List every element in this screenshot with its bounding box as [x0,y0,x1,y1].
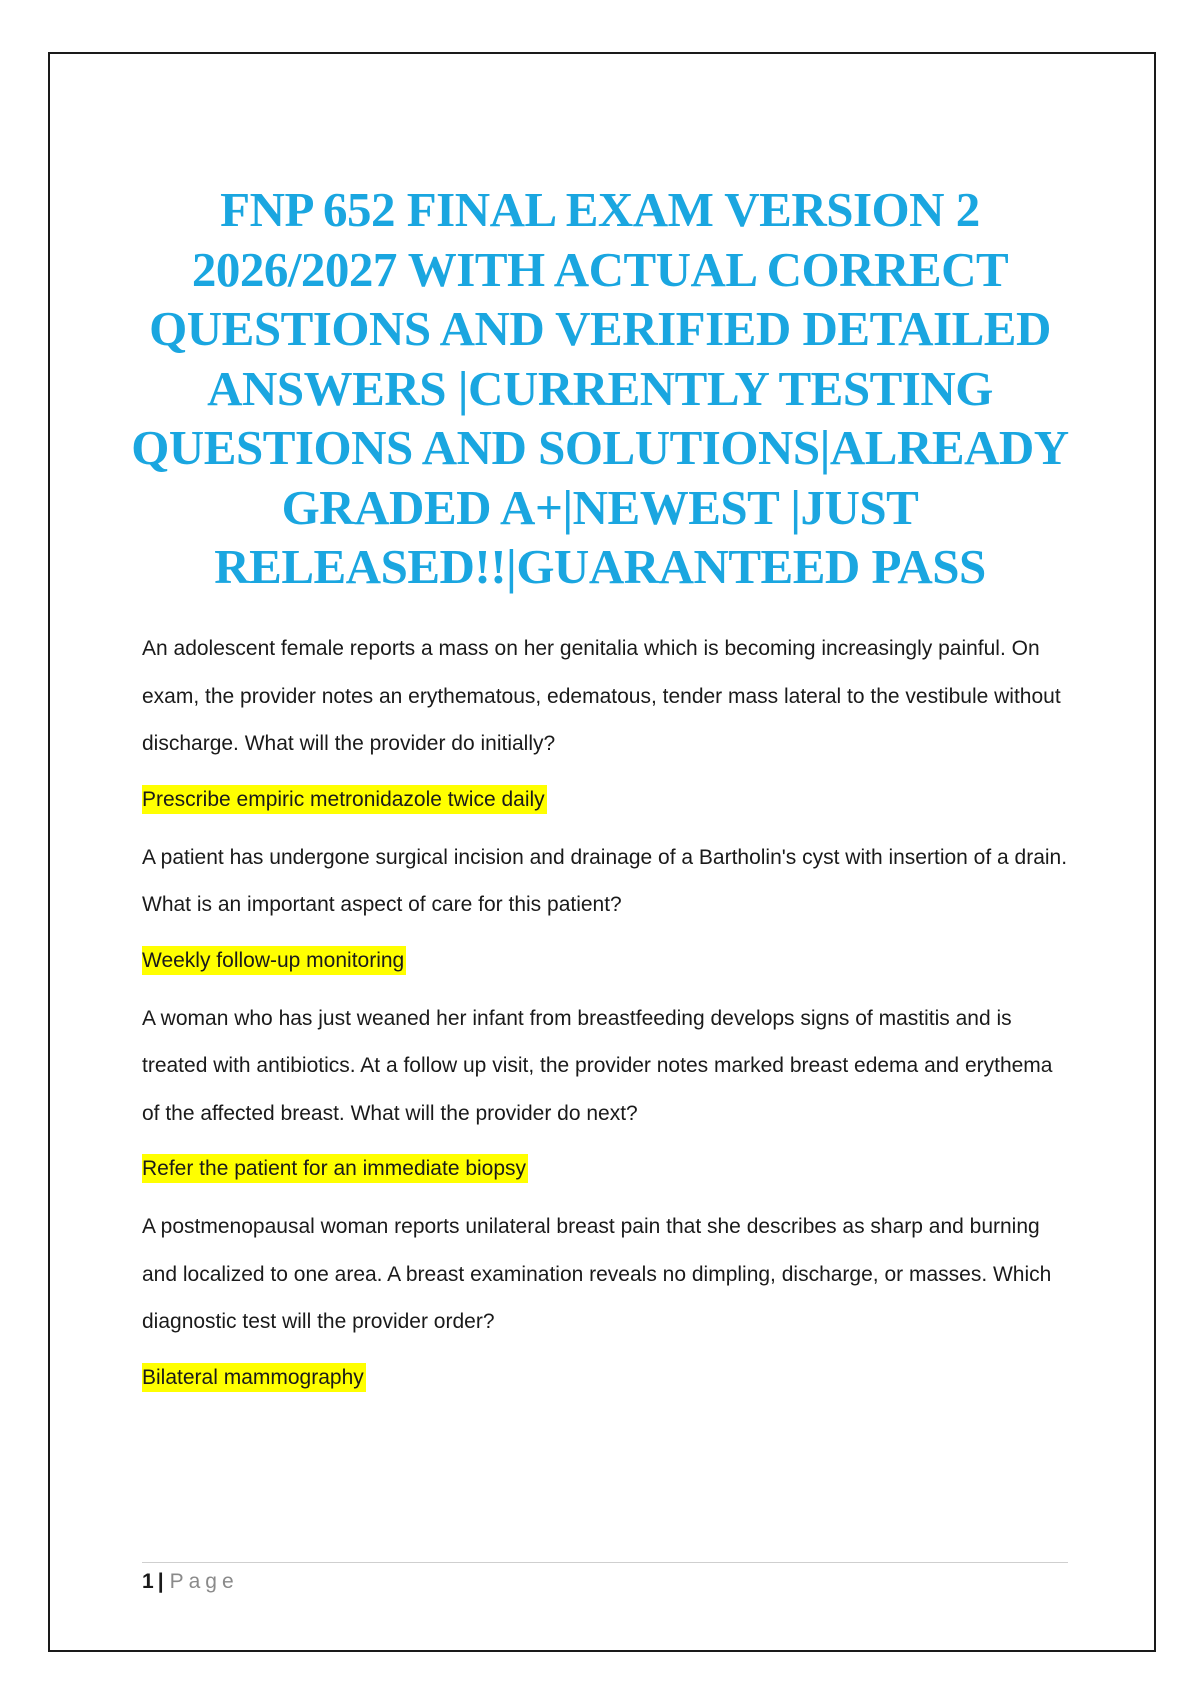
qa-item [142,995,1072,1188]
qa-item [142,625,1072,818]
document-title: FNP 652 FINAL EXAM VERSION 2 2026/2027 WITH ACTUAL CORRECT QUESTIONS AND VERIFIED DETAILED ANSWERS |CURRENTLY TESTING QUESTIONS AND SOLUTIONS|ALREADY GRADED A+|NEWEST |JUST RELEASED!!|GUARANTEED PASS [131,182,1069,594]
page-footer [142,1566,239,1598]
question-text: An adolescent female reports a mass on her genitalia which is becoming increasingly painful. On exam, the provider notes an erythematous, edematous, tender mass lateral to the vestibule without discharge. What will the provider do initially? [142,637,1061,755]
answer-highlight: Refer the patient for an immediate biopsy [142,1154,528,1183]
page-label: Page [169,1570,239,1593]
question-text: A postmenopausal woman reports unilateral breast pain that she describes as sharp and burning and localized to one area. A breast examination reveals no dimpling, discharge, or masses. Which diagnostic test will the provider order? [142,1215,1052,1333]
answer-highlight: Bilateral mammography [142,1363,366,1392]
footer-separator: | [157,1570,164,1593]
answer-highlight: Prescribe empiric metronidazole twice daily [142,785,547,814]
footer-divider [142,1562,1068,1563]
question-text: A patient has undergone surgical incision and drainage of a Bartholin's cyst with insertion of a drain. What is an important aspect of care for this patient? [142,845,1068,916]
qa-item [142,1203,1072,1396]
qa-item [142,834,1072,979]
qa-list [142,625,1072,1412]
page-number: 1 [142,1570,154,1593]
answer-highlight: Weekly follow-up monitoring [142,946,406,975]
question-text: A woman who has just weaned her infant from breastfeeding develops signs of mastitis and is treated with antibiotics. At a follow up visit, the provider notes marked breast edema and erythema of the affected breast. What will the provider do next? [142,1006,1053,1125]
